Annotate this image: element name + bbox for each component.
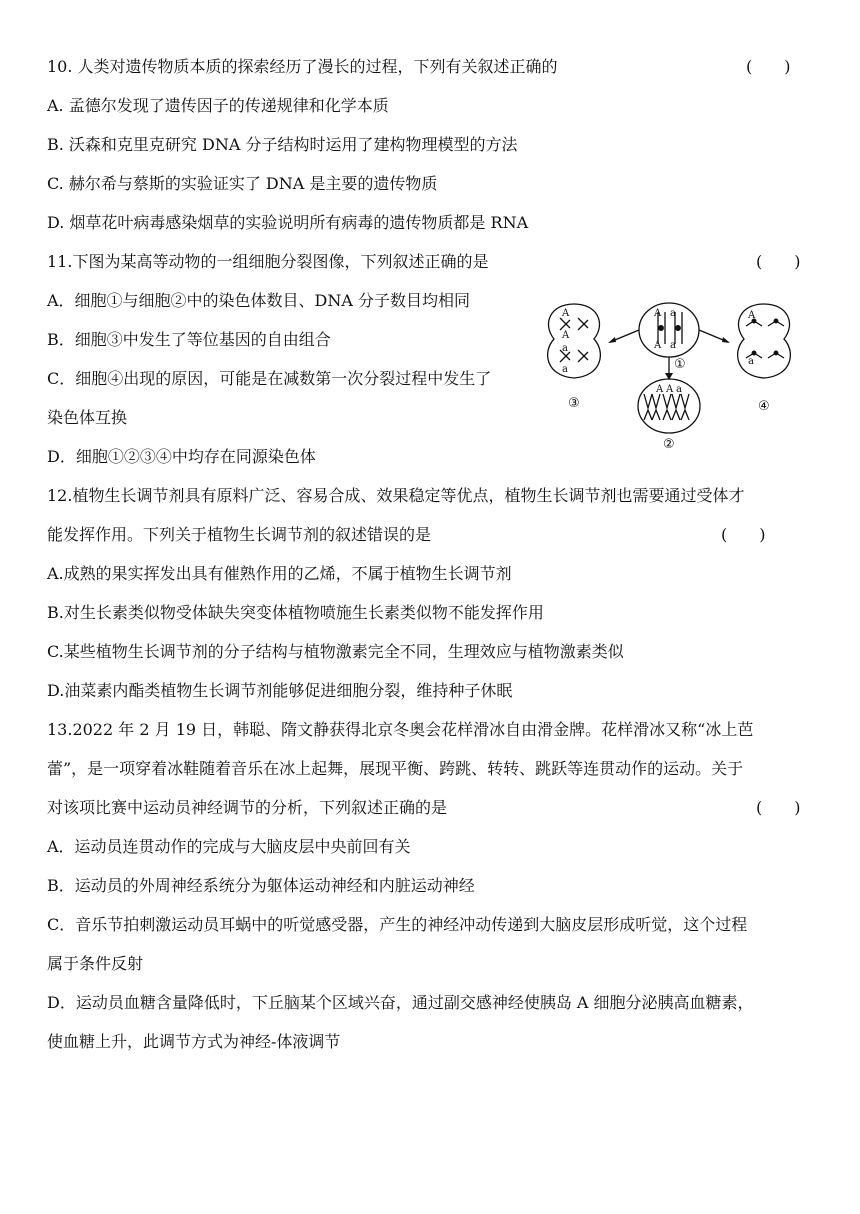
allele-label: a: [670, 308, 676, 319]
q10-stem: 10. 人类对遗传物质本质的探索经历了漫长的过程，下列有关叙述正确的: [47, 57, 558, 76]
q12-stem-line2: 能发挥作用。下列关于植物生长调节剂的叙述错误的是: [47, 525, 432, 544]
cell-2-label: ②: [663, 437, 675, 452]
cell-1-outline: [639, 303, 699, 357]
cell-1-label: ①: [674, 357, 686, 372]
allele-label: a: [562, 364, 568, 375]
allele-label: A: [654, 340, 662, 351]
q10-answer-paren: ( ): [746, 57, 791, 76]
q11-option-d: D．细胞①②③④中均存在同源染色体: [47, 447, 316, 466]
q13-stem-line3: 对该项比赛中运动员神经调节的分析，下列叙述正确的是: [47, 798, 448, 817]
allele-label: A: [656, 384, 664, 395]
q13-stem-line2: 蕾”，是一项穿着冰鞋随着音乐在冰上起舞，展现平衡、跨跳、转转、跳跃等连贯动作的运动。关于: [47, 759, 744, 778]
q10-option-d: D. 烟草花叶病毒感染烟草的实验说明所有病毒的遗传物质都是 RNA: [47, 213, 529, 232]
cell-division-diagram: [536, 294, 810, 454]
q13-option-d-continued: 使血糖上升，此调节方式为神经-体液调节: [47, 1032, 341, 1051]
allele-label: A: [748, 310, 756, 321]
q13-option-b: B．运动员的外周神经系统分为躯体运动神经和内脏运动神经: [47, 876, 475, 895]
q11-option-c-continued: 染色体互换: [47, 408, 128, 427]
q10-option-c: C. 赫尔希与蔡斯的实验证实了 DNA 是主要的遗传物质: [47, 174, 438, 193]
q12-option-d: D.油菜素内酯类植物生长调节剂能够促进细胞分裂，维持种子休眠: [47, 681, 513, 700]
q13-option-a: A．运动员连贯动作的完成与大脑皮层中央前回有关: [47, 837, 411, 856]
allele-label: A: [562, 308, 570, 319]
cell-4-label: ④: [758, 399, 770, 414]
q12-stem-line1: 12.植物生长调节剂具有原料广泛、容易合成、效果稳定等优点，植物生长调节剂也需要通过受体才: [47, 486, 745, 505]
allele-label: a: [676, 384, 682, 395]
allele-label: a: [562, 343, 568, 354]
q11-option-b: B．细胞③中发生了等位基因的自由组合: [47, 330, 331, 349]
cell-4-outline: [738, 304, 791, 378]
allele-label: A: [562, 330, 570, 341]
allele-label: A: [666, 384, 674, 395]
q11-answer-paren: ( ): [756, 252, 801, 271]
allele-label: a: [748, 356, 754, 367]
q11-option-c: C．细胞④出现的原因，可能是在减数第一次分裂过程中发生了: [47, 369, 492, 388]
cell-3-label: ③: [568, 396, 580, 411]
q13-option-d: D．运动员血糖含量降低时，下丘脑某个区域兴奋，通过副交感神经使胰岛 A 细胞分泌胰高血糖素，: [47, 993, 754, 1012]
q12-option-b: B.对生长素类似物受体缺失突变体植物喷施生长素类似物不能发挥作用: [47, 603, 544, 622]
q12-option-c: C.某些植物生长调节剂的分子结构与植物激素完全不同，生理效应与植物激素类似: [47, 642, 624, 661]
q13-stem-line1: 13.2022 年 2 月 19 日，韩聪、隋文静获得北京冬奥会花样滑冰自由滑金牌。花样滑冰又称“冰上芭: [47, 720, 754, 739]
q13-answer-paren: ( ): [756, 798, 801, 817]
q10-option-b: B. 沃森和克里克研究 DNA 分子结构时运用了建构物理模型的方法: [47, 135, 518, 154]
q10-option-a: A. 孟德尔发现了遗传因子的传递规律和化学本质: [47, 96, 389, 115]
allele-label: a: [670, 340, 676, 351]
allele-label: A: [654, 308, 662, 319]
cell-3-outline: [548, 304, 601, 378]
q13-option-c-continued: 属于条件反射: [47, 954, 144, 973]
q12-answer-paren: ( ): [721, 525, 766, 544]
q13-option-c: C．音乐节拍刺激运动员耳蜗中的听觉感受器，产生的神经冲动传递到大脑皮层形成听觉，这个过程: [47, 915, 748, 934]
q12-option-a: A.成熟的果实挥发出具有催熟作用的乙烯，不属于植物生长调节剂: [47, 564, 512, 583]
q11-option-a: A．细胞①与细胞②中的染色体数目、DNA 分子数目均相同: [47, 291, 471, 310]
q11-stem: 11.下图为某高等动物的一组细胞分裂图像，下列叙述正确的是: [47, 252, 489, 271]
cell-division-figure: [536, 294, 810, 454]
